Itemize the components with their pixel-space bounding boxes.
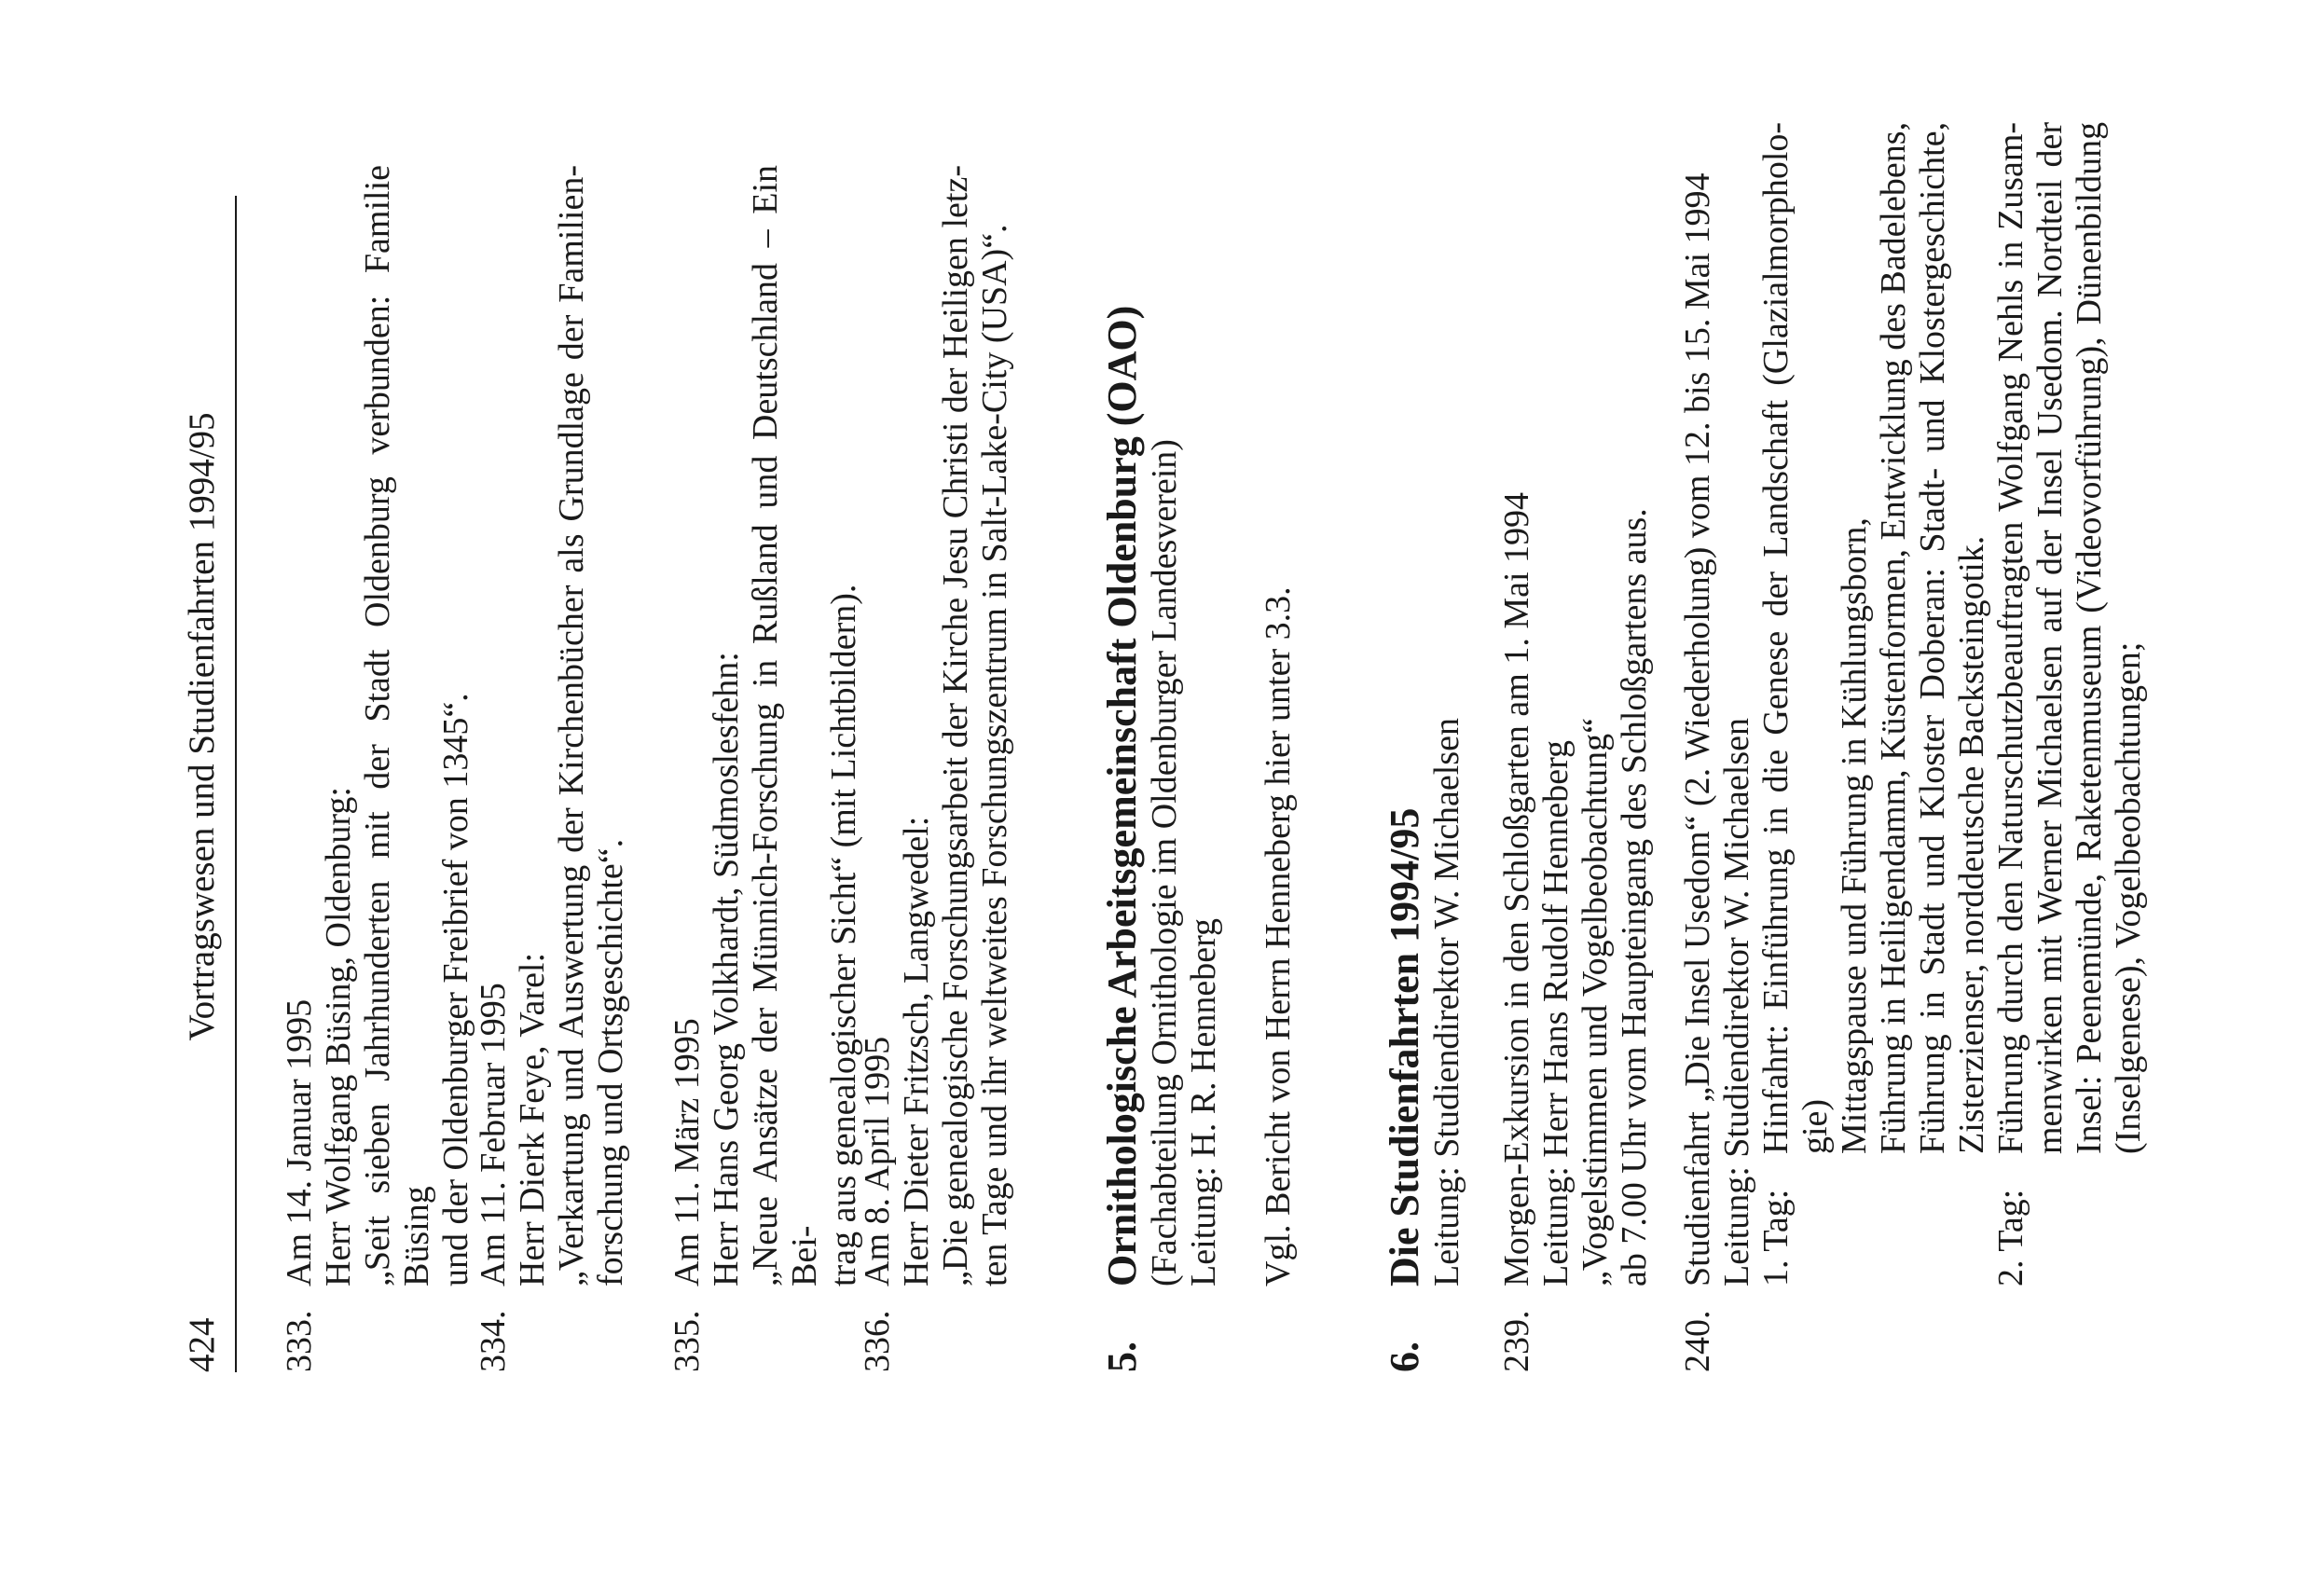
- section-title: Die Studienfahrten 1994/95: [1382, 807, 1427, 1286]
- trip-line: „Vogelstimmen und Vogelbeobachtung“: [1576, 717, 1615, 1286]
- section-meta: [1145, 165, 1298, 1372]
- day-line: Führung durch den Naturschutzbeauftragten Wolfgang Nehls in Zusam-: [1991, 121, 2030, 1154]
- entry-title-line: „Neue Ansätze der Münnich-Forschung in Rußland und Deutschland – Ein Bei-: [746, 165, 824, 1286]
- entry-date: Am 11. März 1995: [667, 1018, 707, 1286]
- entry-speaker: Herr Dierk Feye, Varel:: [513, 952, 552, 1286]
- trip-line: Leitung: Herr Hans Rudolf Henneberg: [1536, 739, 1576, 1286]
- entry-body: [1497, 165, 1654, 1286]
- section-number: 6.: [1382, 1341, 1427, 1372]
- trip-line: Morgen-Exkursion in den Schloßgarten am 1. Mai 1994: [1497, 491, 1536, 1286]
- section-title: Ornithologische Arbeitsgemeinschaft Oldenburg (OAO): [1099, 305, 1145, 1286]
- entry-date: Am 8. April 1995: [858, 1036, 897, 1286]
- section-heading: [1100, 165, 1145, 1372]
- trip-leitung: Leitung: Studiendirektor W. Michaelsen: [1717, 717, 1756, 1286]
- day-line: Führung in Heiligendamm, Küstenformen, Entwicklung des Badelebens,: [1874, 121, 1913, 1154]
- entry-number: 333.: [280, 1310, 319, 1372]
- trip-entry-240: [1678, 121, 2148, 1372]
- day-line: Mittagspause und Führung in Kühlungsborn,: [1835, 517, 1874, 1154]
- entry-body: [858, 165, 1014, 1286]
- section-leitung: Leitung: Studiendirektor W. Michaelsen: [1427, 717, 1466, 1286]
- day-text: [1991, 122, 2148, 1154]
- trip-title: Studienfahrt „Die Insel Usedom“ (2. Wiederholung) vom 12. bis 15. Mai 1994: [1678, 172, 1717, 1286]
- entry-date: Am 11. Februar 1995: [474, 983, 513, 1286]
- section-study-trips: [1383, 165, 1466, 1372]
- entry-speaker: Herr Dieter Fritzsch, Langwedel:: [897, 816, 936, 1286]
- section-ornithology: [1100, 165, 1298, 1372]
- section-subtitle: (Fachabteilung Ornithologie im Oldenburger Landesverein): [1145, 439, 1184, 1286]
- lecture-entry-335: [667, 165, 863, 1372]
- entry-title-line: forschung und Ortsgeschichte“.: [591, 838, 630, 1286]
- trip-day-1: [1756, 122, 1991, 1286]
- entry-title-line: trag aus genealogischer Sicht“ (mit Lichtbildern).: [824, 584, 863, 1286]
- lecture-entry-334: [474, 165, 630, 1372]
- trip-line: ab 7.00 Uhr vom Haupteingang des Schloßgartens aus.: [1615, 508, 1654, 1286]
- header-rule: [235, 196, 237, 1372]
- day-line: gie): [1796, 1098, 1835, 1154]
- day-line: Zisterzienser, norddeutsche Backsteingotik.: [1952, 535, 1991, 1154]
- trip-entry-239: [1497, 165, 1654, 1372]
- day-line: Insel: Peenemünde, Raketenmuseum (Videovorführung), Dünenbildung: [2070, 121, 2109, 1154]
- entry-title-line: ten Tage und ihr weltweites Forschungszentrum in Salt-Lake-City (USA)“.: [975, 224, 1014, 1286]
- entry-number: 334.: [474, 1310, 513, 1372]
- entry-number: 240.: [1678, 1310, 1717, 1372]
- entry-speaker: Herr Hans Georg Volkhardt, Südmoslesfehn:: [707, 652, 746, 1286]
- day-line: Hinfahrt: Einführung in die Genese der Landschaft (Glazialmorpholo-: [1756, 121, 1796, 1154]
- section-leitung: Leitung: H. R. Henneberg: [1184, 917, 1223, 1286]
- section-note: Vgl. Bericht von Herrn Henneberg hier unter 3.3.: [1259, 586, 1298, 1286]
- section-number: 5.: [1099, 1341, 1145, 1372]
- entry-body: [667, 165, 863, 1286]
- lecture-entry-333: [280, 165, 475, 1372]
- day-line: menwirken mit Werner Michaelsen auf der Insel Usedom. Nordteil der: [2030, 121, 2070, 1154]
- entry-title-line: „Die genealogische Forschungsarbeit der Kirche Jesu Christi der Heiligen letz-: [936, 165, 975, 1286]
- entry-title-line: „Seit sieben Jahrhunderten mit der Stadt Oldenburg verbunden: Familie Büsing: [358, 165, 436, 1286]
- running-header: [182, 198, 232, 1372]
- day-label: 2. Tag:: [1991, 1189, 2030, 1286]
- entry-body: [280, 165, 475, 1286]
- page-number: 424: [182, 1317, 222, 1372]
- lecture-entry-336: [858, 165, 1014, 1372]
- day-label: 1. Tag:: [1756, 1189, 1796, 1286]
- entry-number: 336.: [858, 1310, 897, 1372]
- day-line: Führung in Stadt und Kloster Doberan: Stadt- und Klostergeschichte,: [1913, 121, 1952, 1154]
- day-text: [1756, 122, 1991, 1154]
- entry-date: Am 14. Januar 1995: [280, 998, 319, 1286]
- entry-body: [1678, 122, 2148, 1286]
- entry-number: 239.: [1497, 1310, 1536, 1372]
- entry-title-line: und der Oldenburger Freibrief von 1345“.: [436, 693, 475, 1286]
- day-line: (Inselgenese), Vogelbeobachtungen;: [2109, 641, 2148, 1154]
- section-heading: [1383, 165, 1427, 1372]
- trip-day-2: [1991, 122, 2148, 1286]
- entry-body: [474, 165, 630, 1286]
- section-meta: [1427, 165, 1466, 1372]
- entry-number: 335.: [667, 1310, 707, 1372]
- entry-title-line: „Verkartung und Auswertung der Kirchenbücher als Grundlage der Familien-: [552, 165, 591, 1286]
- entry-speaker: Herr Wolfgang Büsing, Oldenburg:: [319, 787, 358, 1286]
- running-title: Vortragswesen und Studienfahrten 1994/95: [182, 412, 222, 1041]
